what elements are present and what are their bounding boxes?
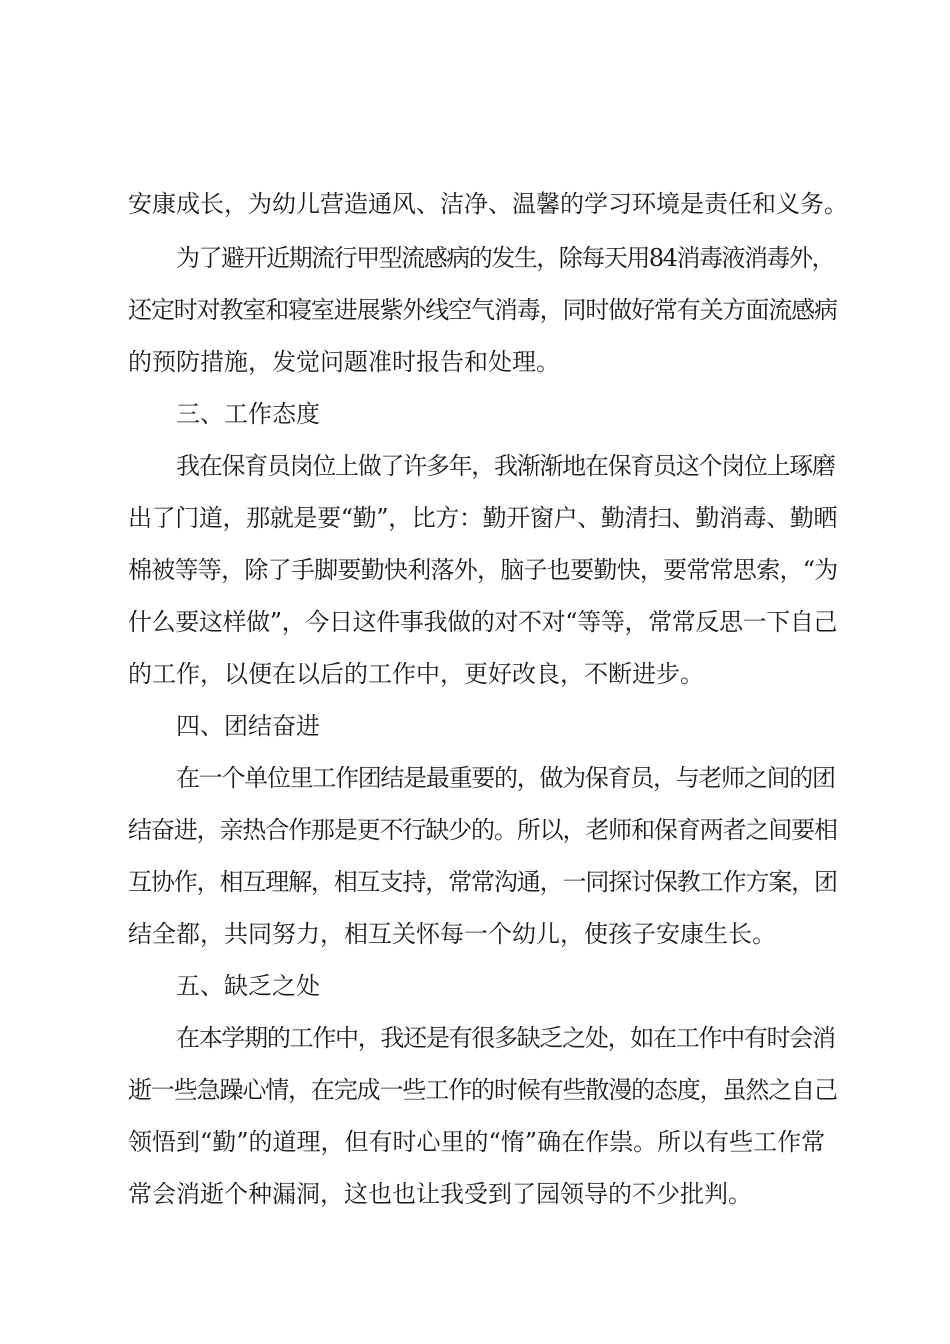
body-text-line: 什么要这样做”，今日这件事我做的对不对“等等，常常反思一下自己	[128, 608, 838, 636]
body-text-line: 安康成长，为幼儿营造通风、洁净、温馨的学习环境是责任和义务。	[128, 190, 848, 218]
body-text-line: 常会消逝个种漏洞，这也也让我受到了园领导的不少批判。	[128, 1180, 752, 1208]
body-text-line: 的预防措施，发觉问题准时报告和处理。	[128, 348, 560, 376]
body-text-line: 棉被等等，除了手脚要勤快利落外，脑子也要勤快，要常常思索，“为	[128, 556, 838, 584]
body-text-line: 还定时对教室和寝室进展紫外线空气消毒，同时做好常有关方面流感病	[128, 296, 837, 324]
section-heading: 五、缺乏之处	[176, 972, 320, 1000]
section-heading: 三、工作态度	[176, 400, 320, 428]
body-text-line: 在本学期的工作中，我还是有很多缺乏之处，如在工作中有时会消	[176, 1024, 835, 1052]
body-text-line: 逝一些急躁心情，在完成一些工作的时候有些散漫的态度，虽然之自己	[128, 1076, 837, 1104]
body-text-line: 领悟到“勤”的道理，但有时心里的“惰”确在作祟。所以有些工作常	[128, 1128, 826, 1156]
body-text-line: 的工作，以便在以后的工作中，更好改良，不断进步。	[128, 660, 704, 688]
body-text-line: 互协作，相互理解，相互支持，常常沟通，一同探讨保教工作方案，团	[128, 868, 837, 896]
body-text-line: 结奋进，亲热合作那是更不行缺少的。所以，老师和保育两者之间要相	[128, 816, 837, 844]
body-text-line: 结全都，共同努力，相互关怀每一个幼儿，使孩子安康生长。	[128, 920, 776, 948]
body-text-line: 为了避开近期流行甲型流感病的发生，除每天用84消毒液消毒外，	[176, 244, 835, 272]
body-text-line: 出了门道，那就是要“勤”，比方：勤开窗户、勤清扫、勤消毒、勤晒	[128, 504, 838, 532]
body-text-line: 在一个单位里工作团结是最重要的，做为保育员，与老师之间的团	[176, 764, 835, 792]
section-heading: 四、团结奋进	[176, 712, 320, 740]
body-text-line: 我在保育员岗位上做了许多年，我渐渐地在保育员这个岗位上琢磨	[176, 452, 835, 480]
